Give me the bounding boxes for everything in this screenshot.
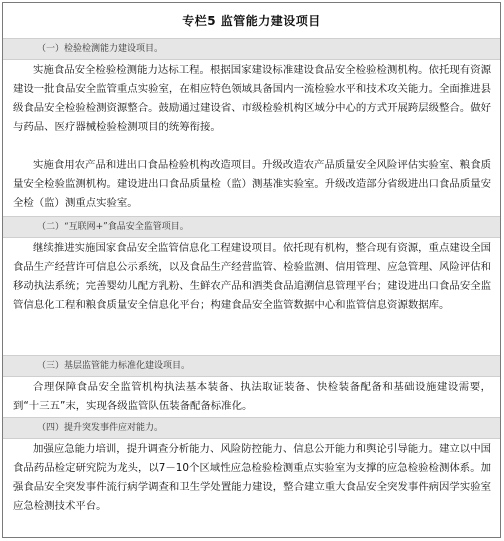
paragraph-3-1: 合理保障食品安全监管机构执法基本装备、执法取证装备、快检装备配备和基础设施建设需要，到“十三五”末，实现各级监管队伍装备配备标准化。 [13, 381, 491, 412]
paragraph-1-2: 实施食用农产品和进出口食品检验机构改造项目。升级改造农产品质量安全风险评估实验室、粮食质量安全检验监测机构。建设进出口食品质量检（监）测基准实验室。升级改造部分省级进出口食品质量安全检（监）测重点实验室。 [13, 159, 491, 209]
section-heading-4: （四）提升突发事件应对能力。 [3, 417, 500, 439]
paragraph-4-1: 加强应急能力培训，提升调查分析能力、风险防控能力、信息公开能力和舆论引导能力。建立以中国食品药品检定研究院为龙头，以7－10个区域性应急检验检测重点实验室为支撑的应急检验检测体系。加强食品安全突发事件流行病学调查和卫生学处置能力建设，整合建立重大食品安全突发事件病因学实验室应急检测技术平台。 [13, 443, 491, 512]
section-heading-2: （二）“互联网+”食品安全监管项目。 [3, 216, 500, 238]
column-title: 专栏5 监管能力建设项目 [3, 3, 500, 39]
paragraph-2-1: 继续推进实施国家食品安全监管信息化工程建设项目。依托现有机构，整合现有资源，重点建设全国食品生产经营许可信息公示系统，以及食品生产经营监管、检验监测、信用管理、应急管理、风险评估和移动执法系统；完善婴幼儿配方乳粉、生鲜农产品和酒类食品追溯信息管理平台；建设进出口食品安全监管信息化工程和粮食质量安全信息化平台；构建食品安全监管数据中心和监管信息资源数据库。 [13, 242, 491, 311]
column-box [2, 2, 501, 538]
section-heading-3: （三）基层监管能力标准化建设项目。 [3, 355, 500, 377]
paragraph-1-1: 实施食品安全检验检测能力达标工程。根据国家建设标准建设食品安全检验检测机构。依托现有资源建设一批食品安全监管重点实验室，在相应特色领域具备国内一流检验水平和技术攻关能力。全面推进县级食品安全检验检测资源整合。鼓励通过建设省、市级检验机构区域分中心的方式开展跨层级整合。做好与药品、医疗器械检验检测项目的统筹衔接。 [13, 64, 491, 133]
section-heading-1: （一）检验检测能力建设项目。 [3, 38, 500, 60]
